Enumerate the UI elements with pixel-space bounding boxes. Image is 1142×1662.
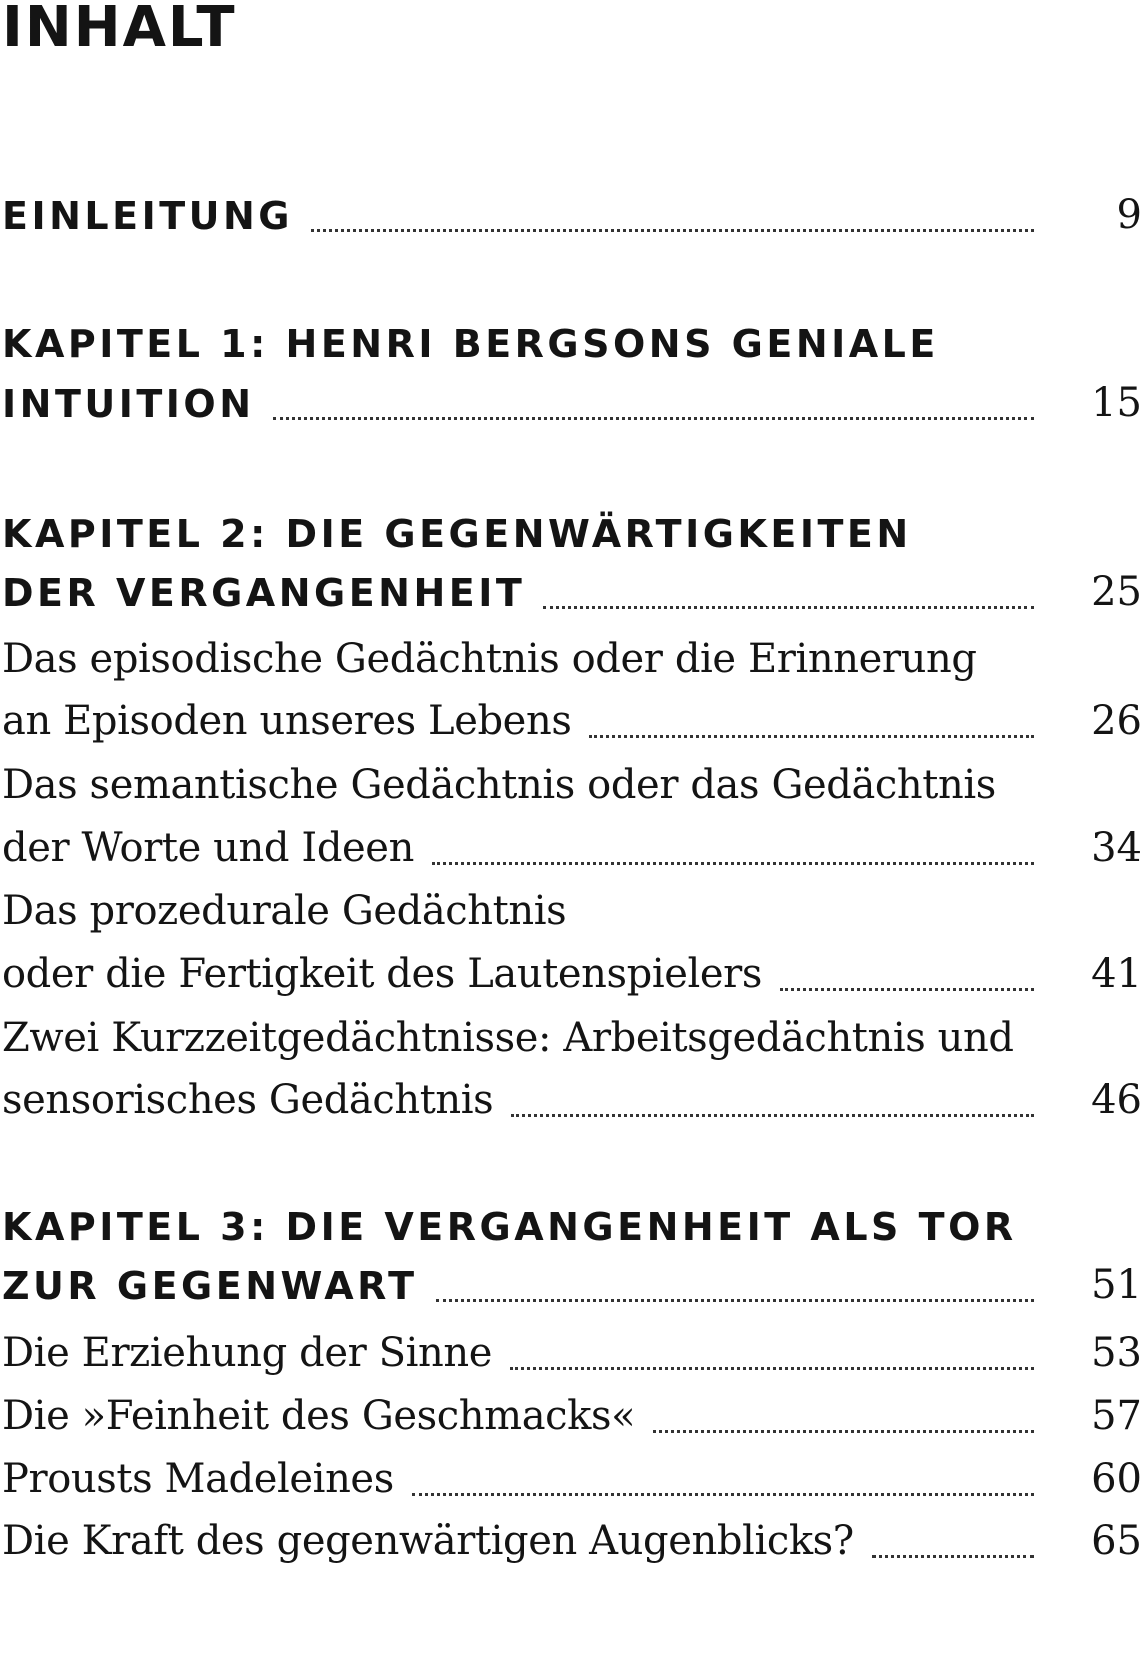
toc-subentry-line1[interactable] bbox=[0, 1007, 1142, 1071]
toc-subentry-line2[interactable] bbox=[0, 817, 1142, 881]
toc-chapter-1-line1[interactable] bbox=[0, 312, 1142, 376]
dot-leader bbox=[780, 988, 1034, 991]
toc-entry-label: oder die Fertigkeit des Lautenspielers bbox=[2, 951, 763, 997]
toc-subentry[interactable] bbox=[0, 1448, 1142, 1512]
toc-entry-einleitung[interactable] bbox=[0, 184, 1142, 248]
toc-entry-label: ZUR GEGENWART bbox=[2, 1264, 418, 1308]
toc-subentry-line1[interactable] bbox=[0, 880, 1142, 944]
toc-subentry[interactable] bbox=[0, 1385, 1142, 1449]
toc-subentry-line2[interactable] bbox=[0, 943, 1142, 1007]
toc-entry-label: Die Kraft des gegenwärtigen Augenblicks? bbox=[2, 1518, 854, 1564]
toc-page-number: 25 bbox=[1091, 569, 1142, 615]
toc-subentry-line2[interactable] bbox=[0, 1069, 1142, 1133]
dot-leader bbox=[273, 417, 1034, 420]
dot-leader bbox=[311, 229, 1034, 232]
toc-page-number: 9 bbox=[1116, 192, 1142, 238]
toc-entry-label: KAPITEL 1: HENRI BERGSONS GENIALE bbox=[2, 322, 939, 366]
toc-entry-label: Das prozedurale Gedächtnis bbox=[2, 888, 567, 934]
toc-entry-label: der Worte und Ideen bbox=[2, 825, 414, 871]
dot-leader bbox=[543, 606, 1034, 609]
toc-entry-label: KAPITEL 2: DIE GEGENWÄRTIGKEITEN bbox=[2, 512, 912, 556]
toc-subentry-line2[interactable] bbox=[0, 690, 1142, 754]
toc-entry-label: Zwei Kurzzeitgedächtnisse: Arbeitsgedächtnis und bbox=[2, 1015, 1014, 1061]
dot-leader bbox=[412, 1493, 1034, 1496]
toc-entry-label: Das semantische Gedächtnis oder das Gedächtnis bbox=[2, 762, 996, 808]
toc-chapter-2-line1[interactable] bbox=[0, 502, 1142, 566]
toc-page-number: 41 bbox=[1091, 951, 1142, 997]
toc-entry-label: an Episoden unseres Lebens bbox=[2, 698, 572, 744]
page-title: INHALT bbox=[2, 0, 237, 60]
toc-page-number: 51 bbox=[1091, 1262, 1142, 1308]
dot-leader bbox=[432, 862, 1034, 865]
toc-entry-label: DER VERGANGENHEIT bbox=[2, 571, 526, 615]
toc-entry-label: INTUITION bbox=[2, 382, 255, 426]
toc-page-number: 46 bbox=[1091, 1077, 1142, 1123]
toc-chapter-2-line2[interactable] bbox=[0, 561, 1142, 625]
dot-leader bbox=[436, 1299, 1034, 1302]
toc-subentry[interactable] bbox=[0, 1510, 1142, 1574]
dot-leader bbox=[872, 1555, 1034, 1558]
toc-chapter-3-line1[interactable] bbox=[0, 1195, 1142, 1259]
toc-entry-label: Die Erziehung der Sinne bbox=[2, 1330, 493, 1376]
toc-subentry[interactable] bbox=[0, 1322, 1142, 1386]
toc-subentry-line1[interactable] bbox=[0, 628, 1142, 692]
toc-page-number: 15 bbox=[1091, 380, 1142, 426]
toc-entry-label: KAPITEL 3: DIE VERGANGENHEIT ALS TOR bbox=[2, 1205, 1017, 1249]
toc-page-number: 34 bbox=[1091, 825, 1142, 871]
toc-page-number: 26 bbox=[1091, 698, 1142, 744]
toc-entry-label: Die »Feinheit des Geschmacks« bbox=[2, 1393, 636, 1439]
dot-leader bbox=[510, 1367, 1034, 1370]
dot-leader bbox=[653, 1430, 1034, 1433]
toc-entry-label: sensorisches Gedächtnis bbox=[2, 1077, 494, 1123]
toc-entry-label: Prousts Madeleines bbox=[2, 1456, 394, 1502]
toc-entry-label: EINLEITUNG bbox=[2, 194, 293, 238]
dot-leader bbox=[511, 1114, 1034, 1117]
toc-chapter-3-line2[interactable] bbox=[0, 1254, 1142, 1318]
toc-subentry-line1[interactable] bbox=[0, 754, 1142, 818]
toc-page-number: 60 bbox=[1091, 1456, 1142, 1502]
toc-entry-label: Das episodische Gedächtnis oder die Erinnerung bbox=[2, 636, 977, 682]
toc-page-number: 65 bbox=[1091, 1518, 1142, 1564]
toc-page-number: 57 bbox=[1091, 1393, 1142, 1439]
dot-leader bbox=[589, 735, 1034, 738]
toc-chapter-1-line2[interactable] bbox=[0, 372, 1142, 436]
toc-page-number: 53 bbox=[1091, 1330, 1142, 1376]
